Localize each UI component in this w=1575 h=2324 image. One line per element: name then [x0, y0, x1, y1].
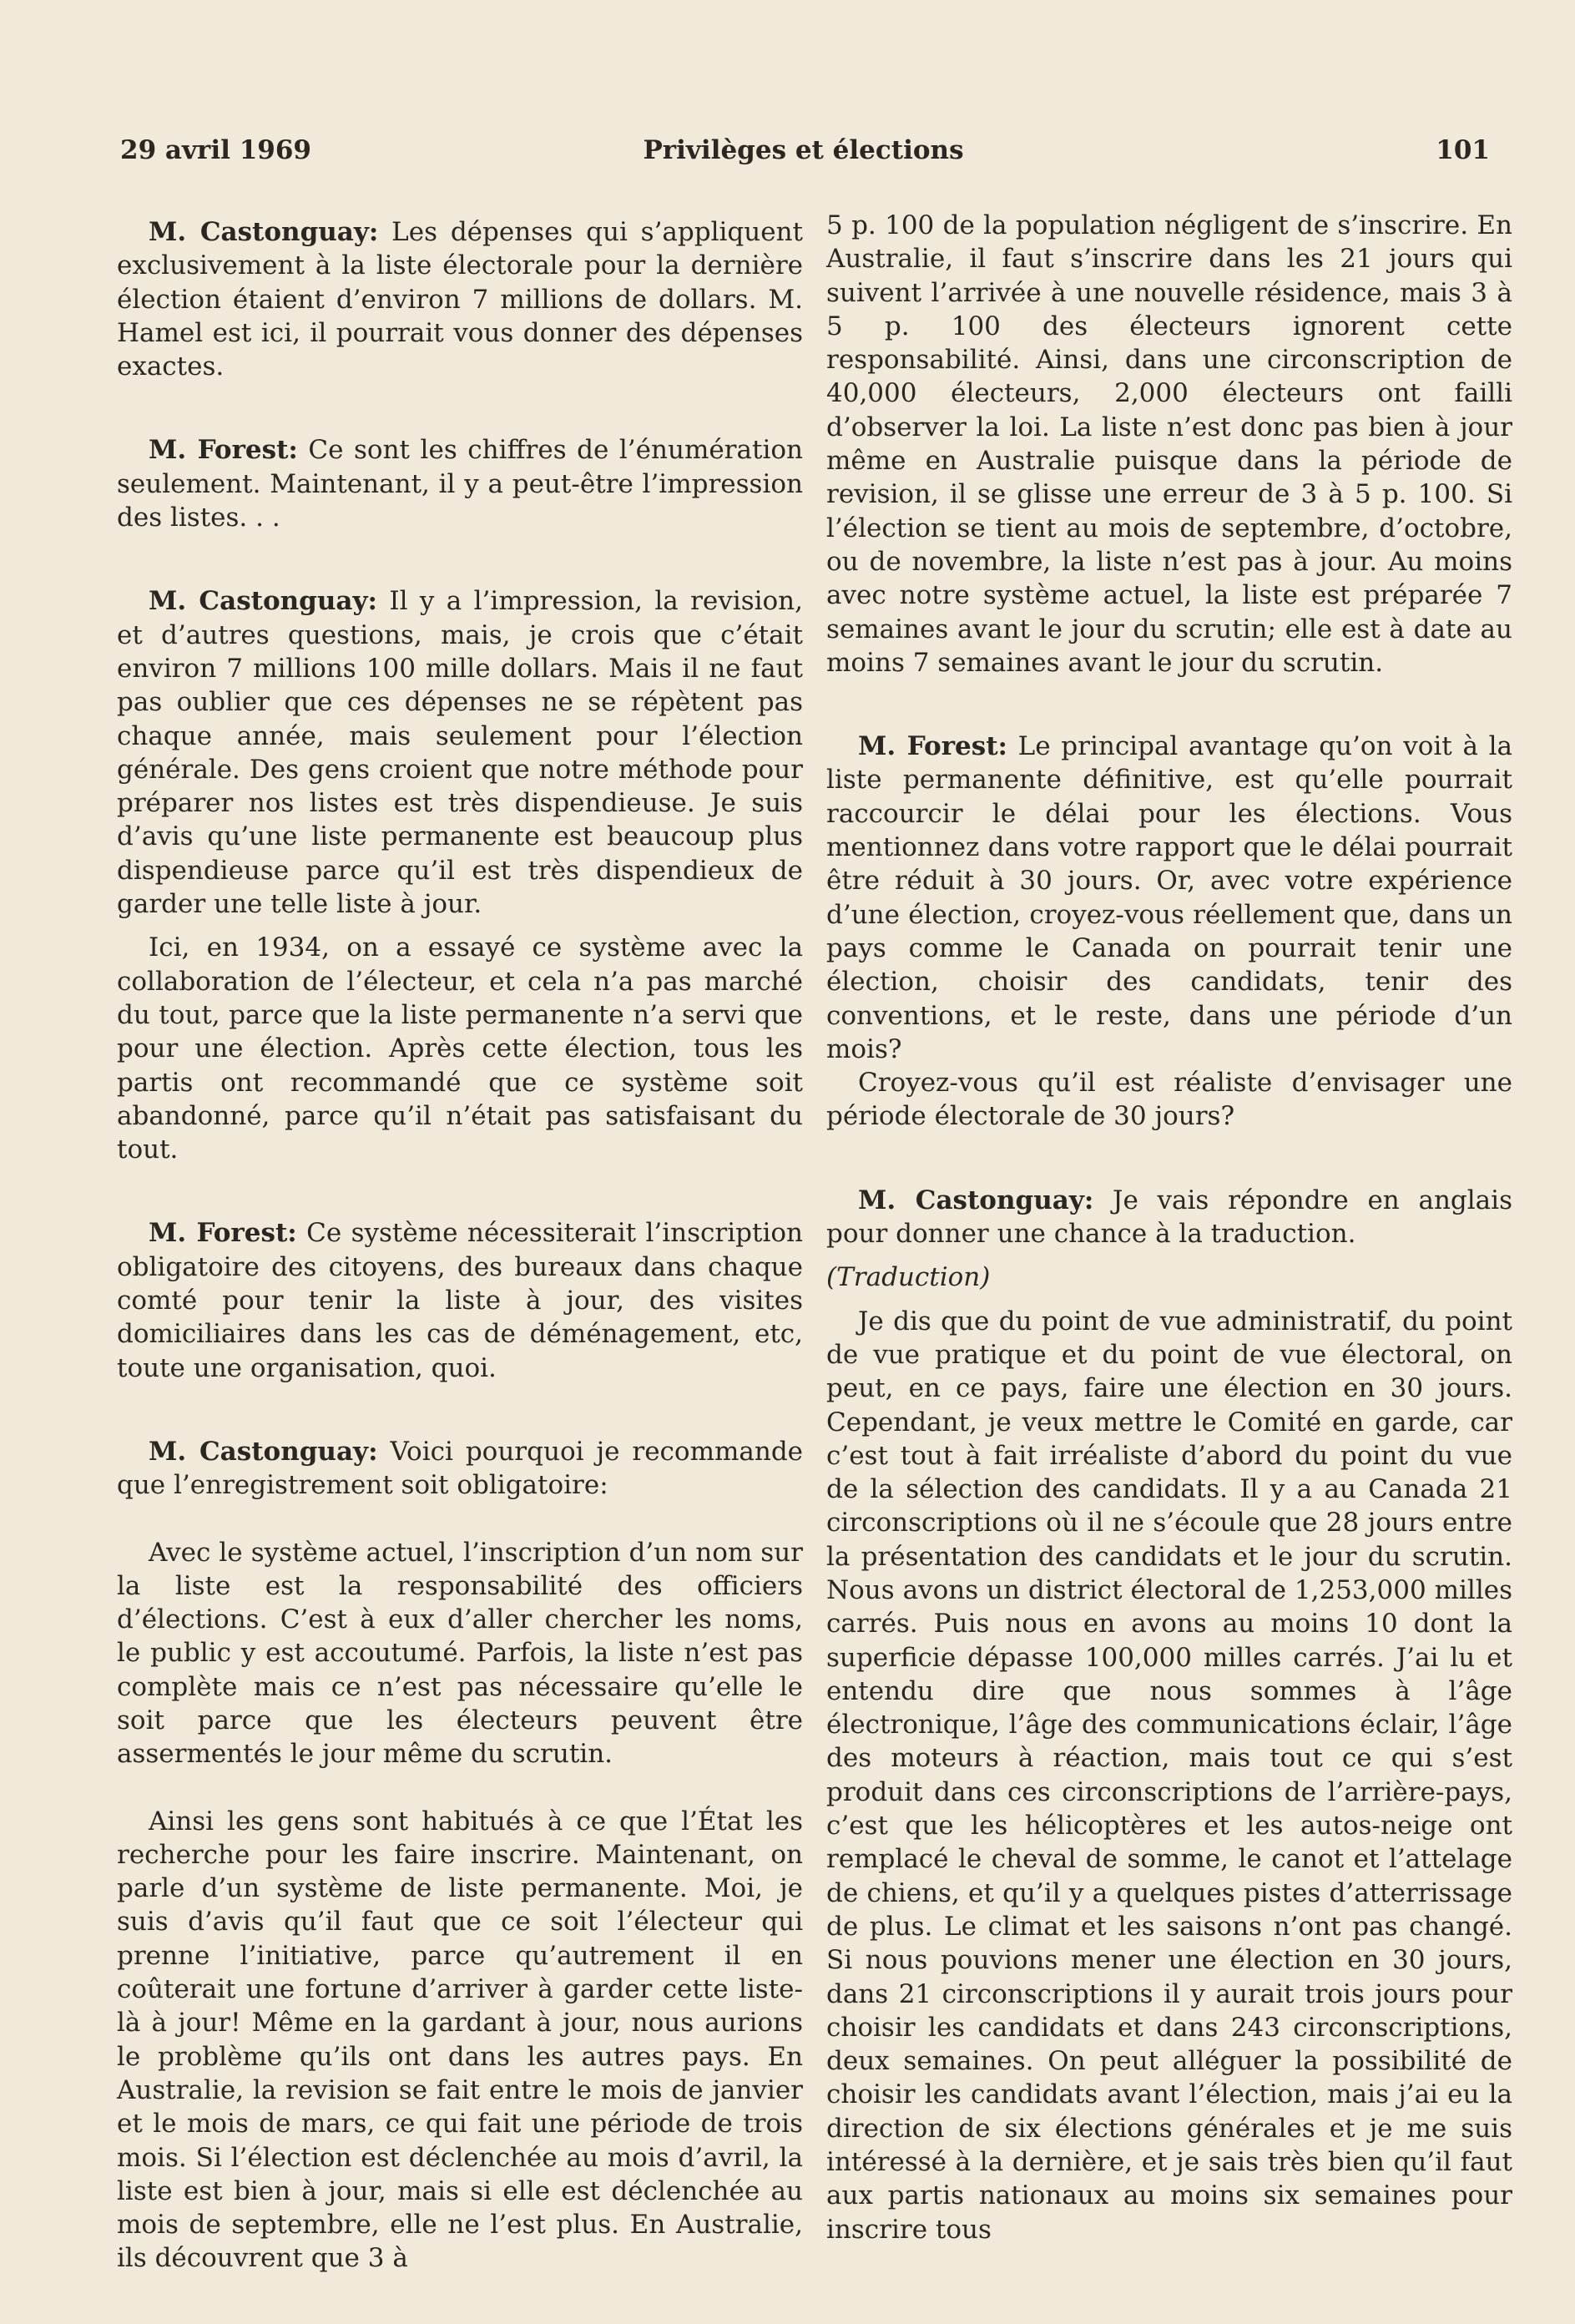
paragraph-text: Le principal avantage qu’on voit à la liste permanente définitive, est qu’elle pourrait raccourcir le délai pour les élections. Vous mentionnez dans votre rapport que le délai pourrait être réduit à 30 jours. Or, avec votre expérience d’une élection, croyez-vous réellement que, dans un pays comme le Canada on pourrait tenir une élection, choisir des candidats, tenir des conventions, et le reste, dans une période d’un mois? — [826, 731, 1512, 1064]
paragraph-text: Je dis que du point de vue administratif, du point de vue pratique et du point de vue électoral, on peut, en ce pays, faire une élection en 30 jours. Cependant, je veux mettre le Comité en garde, car c’est tout à fait irréaliste d’abord du point du vue de la sélection des candidats. Il y a au Canada 21 circonscriptions où il ne s’écoule que 28 jours entre la présentation des candidats et le jour du scrutin. Nous avons un district électoral de 1,253,000 milles carrés. Puis nous en avons au moins 10 dont la superficie dépasse 100,000 milles carrés. J’ai lu et entendu dire que nous sommes à l’âge électronique, l’âge des communications éclair, l’âge des moteurs à réaction, mais tout ce qui s’est produit dans ces circonscriptions de l’arrière-pays, c’est que les hélicoptères et les autos-neige ont remplacé le cheval de somme, le canot et l’attelage de chiens, et qu’il y a quelques pistes d’atterrissage de plus. Le climat et les saisons n’ont pas changé. Si nous pouvions mener une élection en 30 jours, dans 21 circonscriptions il y aurait trois jours pour choisir les candidats et dans 243 circonscriptions, deux semaines. On peut alléguer la possibilité de choisir les candidats avant l’élection, mais j’ai eu la direction de six élections générales et je me suis intéressé à la dernière, et je sais très bien qu’il faut aux partis nationaux au moins six semaines pour inscrire tous — [826, 1306, 1512, 2245]
paragraph-text: Ce sont les chiffres de l’énumération seulement. Maintenant, il y a peut-être l’impression des listes. . . — [117, 435, 803, 533]
speaker-name: M. Forest: — [858, 731, 1007, 762]
paragraph — [117, 1536, 803, 1771]
paragraph-text: Je vais répondre en anglais pour donner une chance à la traduction. — [826, 1185, 1512, 1250]
paragraph-text: Avec le système actuel, l’inscription d’un nom sur la liste est la responsabilité des officiers d’élections. C’est à eux d’aller chercher les noms, le public y est accoutumé. Parfois, la liste n’est pas complète mais ce n’est pas nécessaire qu’elle le soit parce que les électeurs peuvent être assermentés le jour même du scrutin. — [117, 1537, 803, 1770]
left-column — [117, 215, 803, 2276]
paragraph — [117, 433, 803, 534]
paragraph-text: Ici, en 1934, on a essayé ce système avec la collaboration de l’électeur, et cela n’a pas marché du tout, parce que la liste permanente n’a servi que pour une élection. Après cette élection, tous les partis ont recommandé que ce système soit abandonné, parce qu’il n’était pas satisfaisant du tout. — [117, 932, 803, 1165]
paragraph — [826, 1066, 1512, 1134]
right-column — [826, 209, 1512, 2246]
speaker-name: M. Castonguay: — [149, 1436, 378, 1467]
paragraph — [826, 730, 1512, 1066]
paragraph — [117, 584, 803, 921]
page-number: 101 — [1436, 135, 1490, 165]
speaker-name: M. Castonguay: — [149, 586, 377, 617]
paragraph — [117, 1216, 803, 1384]
paragraph — [826, 209, 1512, 680]
speaker-name: M. Castonguay: — [858, 1185, 1094, 1215]
running-head — [117, 135, 1490, 177]
translation-note — [826, 1261, 1512, 1294]
paragraph-text: Voici pourquoi je recommande que l’enregistrement soit obligatoire: — [117, 1436, 804, 1501]
paragraph-text: Ainsi les gens sont habitués à ce que l’État les recherche pour les faire inscrire. Maintenant, on parle d’un système de liste permanente. Moi, je suis d’avis qu’il faut que ce soit l’électeur qui prenne l’initiative, parce qu’autrement il en coûterait une fortune d’arriver à garder cette liste-là à jour! Même en la gardant à jour, nous aurions le problème qu’ils ont dans les autres pays. En Australie, la revision se fait entre le mois de janvier et le mois de mars, ce qui fait une période de trois mois. Si l’élection est déclenchée au mois d’avril, la liste est bien à jour, mais si elle est déclenchée au mois de septembre, elle ne l’est plus. En Australie, ils découvrent que 3 à — [117, 1806, 803, 2274]
paragraph-text: Ce système nécessiterait l’inscription obligatoire des citoyens, des bureaux dans chaque comté pour tenir la liste à jour, des visites domiciliaires dans les cas de déménagement, etc, toute une organisation, quoi. — [117, 1218, 803, 1383]
paragraph — [826, 1184, 1512, 1251]
paragraph — [117, 1805, 803, 2276]
paragraph-text: Il y a l’impression, la revision, et d’autres questions, mais, je crois que c’était environ 7 millions 100 mille dollars. Mais il ne faut pas oublier que ces dépenses ne se répètent pas chaque année, mais seulement pour l’élection générale. Des gens croient que notre méthode pour préparer nos listes est très dispendieuse. Je suis d’avis qu’une liste permanente est beaucoup plus dispendieuse parce qu’il est très dispendieux de garder une telle liste à jour. — [117, 586, 803, 920]
paragraph-text: (Traduction) — [826, 1262, 991, 1293]
speaker-name: M. Forest: — [149, 435, 298, 466]
running-head-date: 29 avril 1969 — [120, 135, 311, 165]
paragraph-text: 5 p. 100 de la population négligent de s’inscrire. En Australie, il faut s’inscrire dans les 21 jours qui suivent l’arrivée à une nouvelle résidence, mais 3 à 5 p. 100 des électeurs ignorent cette responsabilité. Ainsi, dans une circonscription de 40,000 électeurs, 2,000 électeurs ont failli d’observer la loi. La liste n’est donc pas bien à jour même en Australie puisque dans la période de revision, il se glisse une erreur de 3 à 5 p. 100. Si l’élection se tient au mois de septembre, d’octobre, ou de novembre, la liste n’est pas à jour. Au moins avec notre système actuel, la liste est préparée 7 semaines avant le jour du scrutin; elle est à date au moins 7 semaines avant le jour du scrutin. — [826, 210, 1512, 678]
paragraph — [826, 1305, 1512, 2246]
paragraph — [117, 215, 803, 383]
speaker-name: M. Forest: — [149, 1218, 297, 1249]
speaker-name: M. Castonguay: — [149, 217, 379, 247]
paragraph — [117, 931, 803, 1166]
paragraph — [117, 1435, 803, 1503]
running-head-title: Privilèges et élections — [643, 135, 964, 165]
paragraph-text: Croyez-vous qu’il est réaliste d’envisager une période électorale de 30 jours? — [826, 1068, 1512, 1132]
paragraph-text: Les dépenses qui s’appliquent exclusivement à la liste électorale pour la dernière élection étaient d’environ 7 millions de dollars. M. Hamel est ici, il pourrait vous donner des dépenses exactes. — [117, 217, 803, 382]
